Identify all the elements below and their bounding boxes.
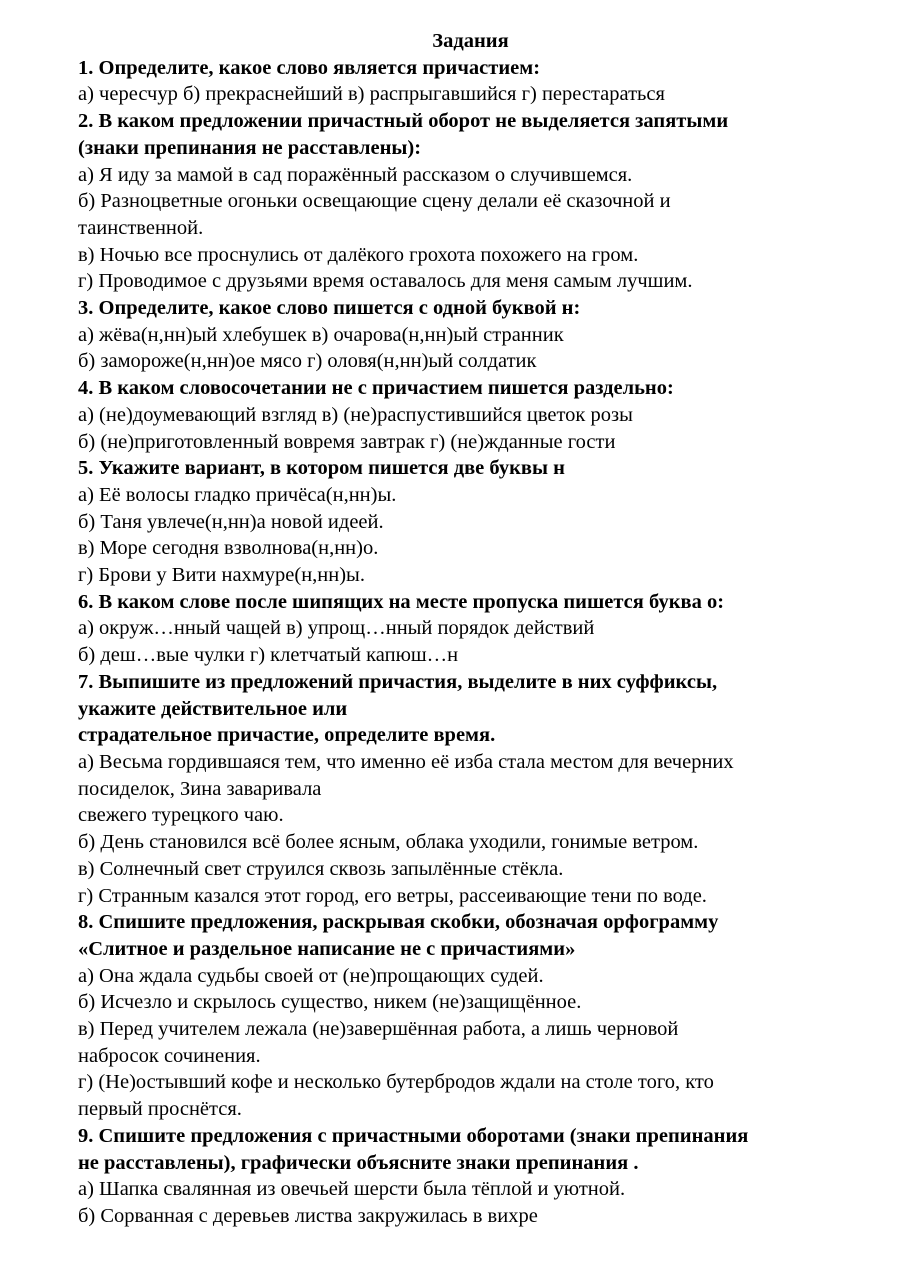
task-option-line: б) День становился всё более ясным, облака уходили, гонимые ветром. [78, 831, 699, 854]
task-option-line: в) Море сегодня взволнова(н,нн)о. [78, 537, 379, 560]
task-heading-line: 6. В каком слове после шипящих на месте пропуска пишется буква о: [78, 590, 725, 613]
task-option-line: а) Её волосы гладко причёса(н,нн)ы. [78, 483, 397, 506]
task-option-line: а) жёва(н,нн)ый хлебушек в) очарова(н,нн)ый странник [78, 323, 564, 346]
task-heading-line: «Слитное и раздельное написание не с причастиями» [78, 937, 576, 960]
task-option-line: в) Ночью все проснулись от далёкого грохота похожего на гром. [78, 243, 639, 266]
task-heading-line: 2. В каком предложении причастный оборот не выделяется запятыми [78, 110, 729, 133]
task-list [78, 55, 853, 1230]
task-option-line: в) Перед учителем лежала (не)завершённая работа, а лишь черновой [78, 1018, 679, 1041]
task-heading-line: (знаки препинания не расставлены): [78, 136, 422, 159]
task-option-line: г) Проводимое с друзьями время оставалось для меня самым лучшим. [78, 270, 693, 293]
task-heading-line: 8. Спишите предложения, раскрывая скобки, обозначая орфограмму [78, 911, 719, 934]
page-title: Задания [432, 30, 509, 52]
task-option-line: первый проснётся. [78, 1098, 242, 1121]
task-option-line: а) Шапка свалянная из овечьей шерсти была тёплой и уютной. [78, 1178, 626, 1201]
task-heading-line: не расставлены), графически объясните знаки препинания . [78, 1151, 639, 1174]
task-option-line: в) Солнечный свет струился сквозь запылённые стёкла. [78, 857, 564, 880]
task-heading-line: 9. Спишите предложения с причастными оборотами (знаки препинания [78, 1124, 749, 1147]
task-heading-line: страдательное причастие, определите время. [78, 724, 496, 747]
task-option-line: а) Она ждала судьбы своей от (не)прощающих судей. [78, 964, 544, 987]
task-option-line: г) Странным казался этот город, его ветры, рассеивающие тени по воде. [78, 884, 707, 907]
task-heading-line: 4. В каком словосочетании не с причастием пишется раздельно: [78, 377, 674, 400]
task-option-line: б) деш…вые чулки г) клетчатый капюш…н [78, 644, 459, 667]
task-option-line: б) Сорванная с деревьев листва закружилась в вихре [78, 1204, 538, 1227]
task-option-line: б) Исчезло и скрылось существо, никем (не)защищённое. [78, 991, 582, 1014]
task-option-line: б) (не)приготовленный вовремя завтрак г) (не)жданные гости [78, 430, 616, 453]
task-option-line: а) (не)доумевающий взгляд в) (не)распустившийся цветок розы [78, 403, 633, 426]
task-option-line: г) Брови у Вити нахмуре(н,нн)ы. [78, 564, 365, 587]
task-option-line: б) замороже(н,нн)ое мясо г) оловя(н,нн)ый солдатик [78, 350, 537, 373]
task-heading-line: 5. Укажите вариант, в котором пишется две буквы н [78, 457, 565, 480]
task-option-line: свежего турецкого чаю. [78, 804, 284, 827]
task-option-line: посиделок, Зина заваривала [78, 777, 322, 800]
task-option-line: таинственной. [78, 216, 204, 239]
task-option-line: а) Весьма гордившаяся тем, что именно её изба стала местом для вечерних [78, 750, 734, 773]
task-option-line: набросок сочинения. [78, 1044, 261, 1067]
task-heading-line: 3. Определите, какое слово пишется с одной буквой н: [78, 297, 581, 320]
task-option-line: б) Разноцветные огоньки освещающие сцену делали её сказочной и [78, 190, 671, 213]
task-option-line: а) окруж…нный чащей в) упрощ…нный порядок действий [78, 617, 595, 640]
task-heading-line: 1. Определите, какое слово является причастием: [78, 56, 541, 79]
task-heading-line: 7. Выпишите из предложений причастия, выделите в них суффиксы, [78, 670, 718, 693]
task-option-line: г) (Не)остывший кофе и несколько бутербродов ждали на столе того, кто [78, 1071, 714, 1094]
task-option-line: б) Таня увлече(н,нн)а новой идеей. [78, 510, 384, 533]
task-heading-line: укажите действительное или [78, 697, 348, 720]
task-option-line: а) Я иду за мамой в сад поражённый рассказом о случившемся. [78, 163, 633, 186]
task-option-line: а) чересчур б) прекраснейший в) распрыгавшийся г) перестараться [78, 83, 665, 106]
